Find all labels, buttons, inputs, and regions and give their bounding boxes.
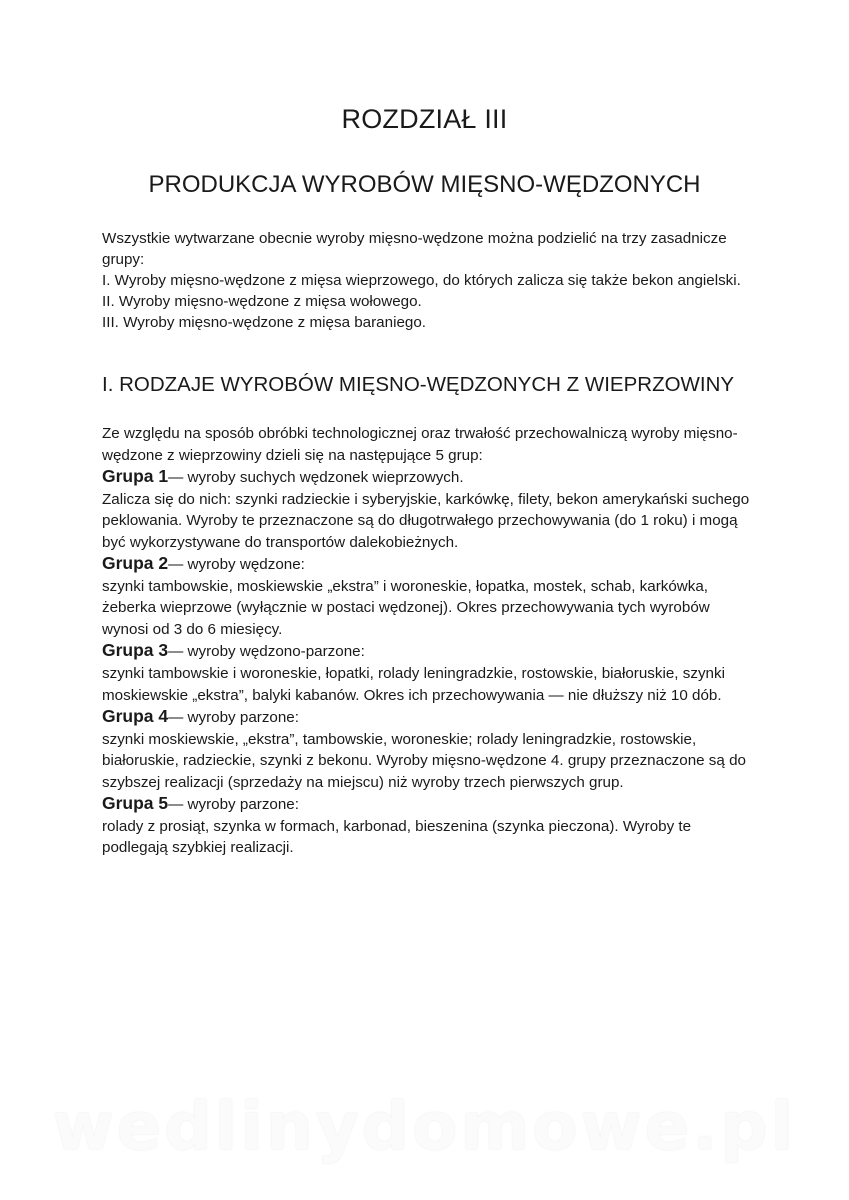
group-heading xyxy=(102,553,752,576)
group-description: szynki tambowskie i woroneskie, łopatki, rolady leningradzkie, rostowskie, białoruskie, szynki moskiewskie „ekstra”, balyki kabanów. Okres ich przechowywania — nie dłuższy niż 10 dób. xyxy=(102,665,725,704)
group-label: Grupa 1 xyxy=(102,466,169,487)
chapter-heading: ROZDZIAŁ III xyxy=(341,104,508,134)
intro-line: II. Wyroby mięsno-wędzone z mięsa wołowego. xyxy=(102,293,422,311)
intro-line: Wszystkie wytwarzane obecnie wyroby mięsno-wędzone można podzielić na trzy zasadnicze grupy: xyxy=(102,230,727,269)
group-label: Grupa 3 xyxy=(102,640,169,661)
watermark: wedlinydomowe.pl xyxy=(52,1088,797,1165)
group-label: Grupa 4 xyxy=(102,706,169,727)
group-description: Zalicza się do nich: szynki radzieckie i syberyjskie, karkówkę, filety, bekon amerykański suchego peklowania. Wyroby te przeznaczone są do długotrwałego przechowywania (do 1 roku) i mogą być wykorzystywane do transportów dalekobieżnych. xyxy=(102,490,750,551)
group-type: — wyroby parzone: xyxy=(168,796,299,814)
group-type: — wyroby suchych wędzonek wieprzowych. xyxy=(168,469,464,487)
group-label: Grupa 2 xyxy=(102,553,169,574)
group-heading xyxy=(102,706,752,729)
intro-line: III. Wyroby mięsno-wędzone z mięsa baraniego. xyxy=(102,314,427,332)
chapter-title: PRODUKCJA WYROBÓW MIĘSNO-WĘDZONYCH xyxy=(148,171,701,198)
intro-line: I. Wyroby mięsno-wędzone z mięsa wieprzowego, do których zalicza się także bekon angielski. xyxy=(102,272,741,290)
group-heading xyxy=(102,640,752,663)
section-body xyxy=(102,423,752,859)
group-heading xyxy=(102,466,752,489)
group-label: Grupa 5 xyxy=(102,793,169,814)
group-type: — wyroby wędzono-parzone: xyxy=(168,643,365,661)
intro-paragraph xyxy=(102,228,762,333)
group-description: rolady z prosiąt, szynka w formach, karbonad, bieszenina (szynka pieczona). Wyroby te podlegają szybkiej realizacji. xyxy=(102,817,692,857)
group-description: szynki tambowskie, moskiewskie „ekstra” i woroneskie, łopatka, mostek, schab, karkówka, żeberka wieprzowe (wyłącznie w postaci wędzonej). Okres przechowywania tych wyrobów wynosi od 3 do 6 miesięcy. xyxy=(102,577,710,638)
group-heading xyxy=(102,793,752,816)
section-heading: I. RODZAJE WYROBÓW MIĘSNO-WĘDZONYCH Z WIEPRZOWINY xyxy=(102,373,735,396)
section-intro: Ze względu na sposób obróbki technologicznej oraz trwałość przechowalniczą wyroby mięsno-wędzone z wieprzowiny dzieli się na następujące 5 grup: xyxy=(102,425,738,464)
group-type: — wyroby wędzone: xyxy=(168,556,305,574)
group-type: — wyroby parzone: xyxy=(168,709,299,727)
group-description: szynki moskiewskie, „ekstra”, tambowskie, woroneskie; rolady leningradzkie, rostowskie, białoruskie, radzieckie, szynki z bekonu. Wyroby mięsno-wędzone 4. grupy przeznaczone są do szybszej realizacji (sprzedaży na miejscu) niż wyroby trzech pierwszych grup. xyxy=(102,730,746,791)
